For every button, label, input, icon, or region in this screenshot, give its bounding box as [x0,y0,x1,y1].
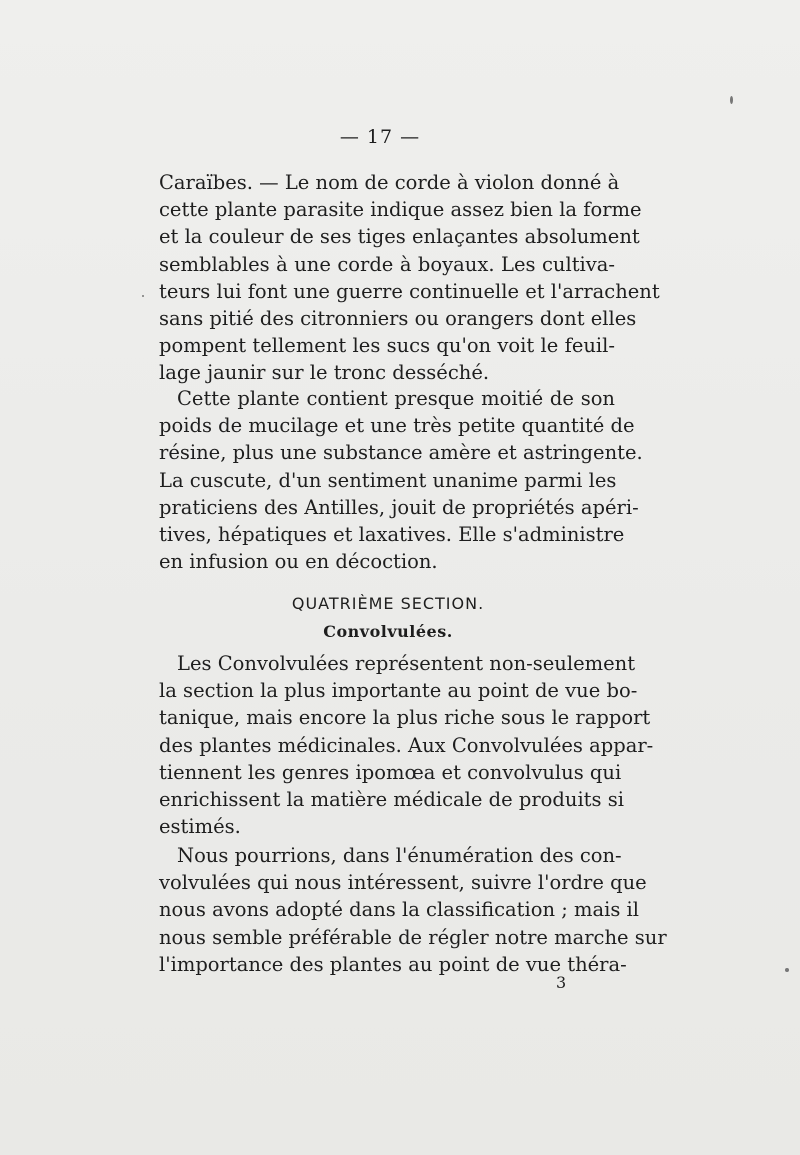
text-line: tiennent les genres ipomœa et convolvulus qui [159,760,622,784]
text-line: l'importance des plantes au point de vue théra- [159,952,627,976]
section-subtitle: Convolvulées. [323,622,453,641]
text-line: résine, plus une substance amère et astringente. [159,441,643,465]
text-line: et la couleur de ses tiges enlaçantes absolument [159,225,640,249]
text-line: enrichissent la matière médicale de produits si [159,787,624,811]
text-line: teurs lui font une guerre continuelle et l'arrachent [159,279,660,303]
paper-speck [785,968,789,972]
text-line: tives, hépatiques et laxatives. Elle s'administre [159,522,625,546]
page-number-header: — 17 — [339,126,421,148]
signature-mark: 3 [556,973,567,992]
paragraph-1 [159,169,660,387]
paper-speck [730,96,733,104]
text-line: La cuscute, d'un sentiment unanime parmi les [159,468,617,492]
text-line: tanique, mais encore la plus riche sous le rapport [159,706,651,730]
paragraph-4 [159,842,667,978]
paragraph-2 [159,385,643,575]
text-line: poids de mucilage et une très petite quantité de [159,414,635,438]
text-line: estimés. [159,815,241,839]
text-line: des plantes médicinales. Aux Convolvulées appar- [159,733,654,757]
text-line: en infusion ou en décoction. [159,550,438,574]
text-line: Les Convolvulées représentent non-seulement [177,652,636,675]
paper-speck [142,295,144,297]
text-line: volvulées qui nous intéressent, suivre l'ordre que [159,871,647,895]
text-line: nous semble préférable de régler notre marche sur [159,925,667,949]
paragraph-3 [159,650,654,840]
text-line: lage jaunir sur le tronc desséché. [159,361,490,385]
text-line: Cette plante contient presque moitié de son [177,387,615,410]
text-line: pompent tellement les sucs qu'on voit le feuil- [159,334,615,358]
text-line: semblables à une corde à boyaux. Les cultiva- [159,252,615,276]
text-line: la section la plus importante au point de vue bo- [159,679,638,703]
text-line: Nous pourrions, dans l'énumération des con- [177,844,622,867]
text-line: cette plante parasite indique assez bien la forme [159,198,642,222]
text-line: Caraïbes. — Le nom de corde à violon donné à [159,171,620,194]
text-line: sans pitié des citronniers ou orangers dont elles [159,306,637,330]
text-line: praticiens des Antilles, jouit de propriétés apéri- [159,495,639,519]
text-line: nous avons adopté dans la classification ; mais il [159,898,640,922]
section-title: QUATRIÈME SECTION. [291,594,485,613]
